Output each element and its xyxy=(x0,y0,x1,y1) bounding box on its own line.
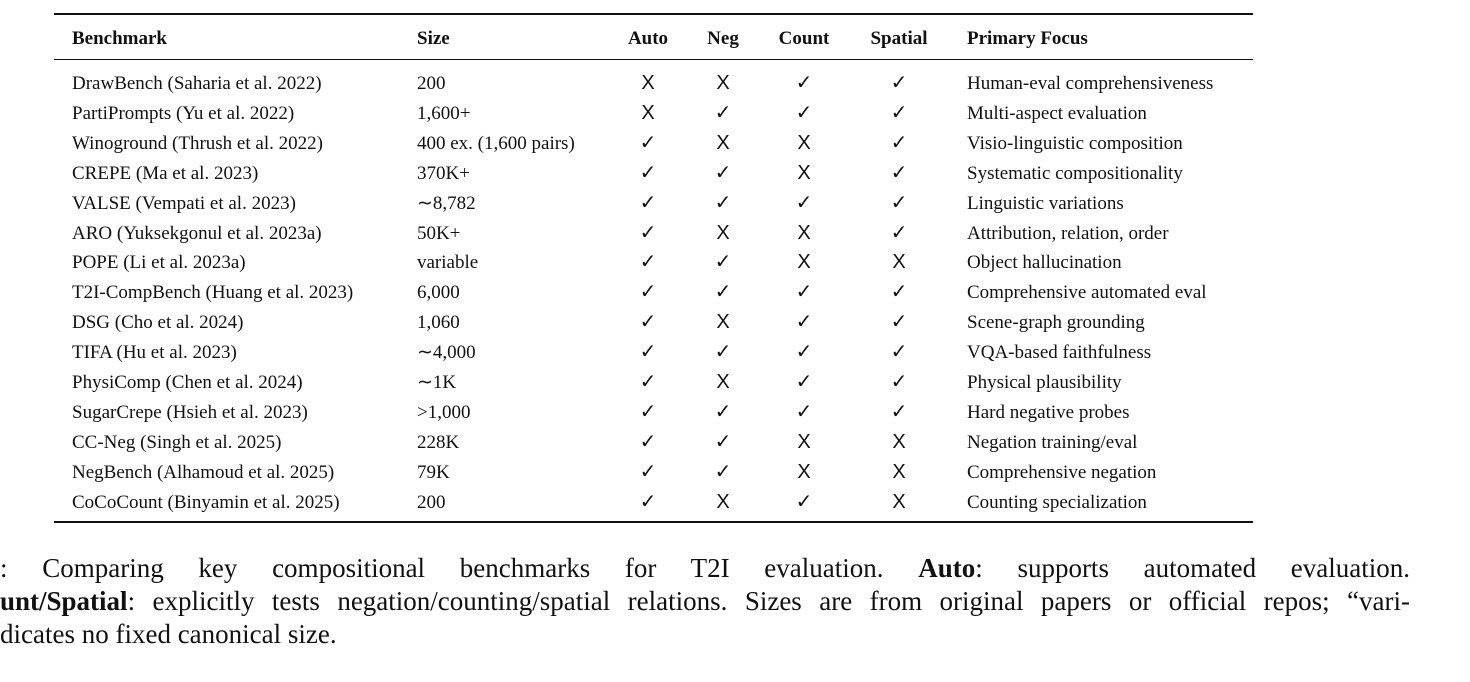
check-icon: ✓ xyxy=(795,341,813,364)
cross-icon: X xyxy=(716,371,730,393)
primary-focus: Physical plausibility xyxy=(967,372,1122,393)
primary-focus: Systematic compositionality xyxy=(967,162,1183,184)
check-icon: ✓ xyxy=(890,131,908,154)
check-icon: ✓ xyxy=(639,460,657,483)
primary-focus: Visio-linguistic composition xyxy=(967,132,1183,154)
benchmark-size: ∼1K xyxy=(417,372,457,393)
benchmark-size: ∼4,000 xyxy=(417,342,476,364)
benchmark-size: variable xyxy=(417,252,479,274)
benchmark-name: NegBench (Alhamoud et al. 2025) xyxy=(72,461,335,483)
column-header: Size xyxy=(417,28,450,49)
caption-text: : supports automated evaluation. xyxy=(975,553,1411,583)
benchmark-name: SugarCrepe (Hsieh et al. 2023) xyxy=(72,401,308,423)
check-icon: ✓ xyxy=(639,221,657,244)
check-icon: ✓ xyxy=(639,371,657,393)
check-icon: ✓ xyxy=(890,72,908,94)
check-icon: ✓ xyxy=(714,101,732,124)
check-icon: ✓ xyxy=(714,400,732,423)
benchmark-name: CC-Neg (Singh et al. 2025) xyxy=(72,431,282,453)
cross-icon: X xyxy=(716,131,730,154)
primary-focus: Hard negative probes xyxy=(967,401,1130,423)
benchmark-name: PhysiComp (Chen et al. 2024) xyxy=(72,372,303,393)
benchmark-name: CoCoCount (Binyamin et al. 2025) xyxy=(72,491,340,513)
benchmark-size: 400 ex. (1,600 pairs) xyxy=(417,132,575,154)
check-icon: ✓ xyxy=(639,191,657,214)
caption-line-2 xyxy=(0,588,1410,615)
cross-icon: X xyxy=(716,72,730,94)
check-icon: ✓ xyxy=(639,281,657,304)
primary-focus: Human-eval comprehensiveness xyxy=(967,73,1214,94)
cross-icon: X xyxy=(716,490,730,513)
column-header: Primary Focus xyxy=(967,28,1088,49)
benchmark-name: T2I-CompBench (Huang et al. 2023) xyxy=(72,282,354,304)
check-icon: ✓ xyxy=(639,400,657,423)
cross-icon: X xyxy=(892,251,906,274)
cross-icon: X xyxy=(892,460,906,483)
check-icon: ✓ xyxy=(795,490,813,513)
check-icon: ✓ xyxy=(890,371,908,393)
check-icon: ✓ xyxy=(714,251,732,274)
check-icon: ✓ xyxy=(714,430,732,453)
caption-line-3 xyxy=(0,621,1410,648)
caption-text: dicates no fixed canonical size. xyxy=(0,619,337,649)
benchmark-size: 1,060 xyxy=(417,312,460,334)
cross-icon: X xyxy=(641,72,655,94)
cross-icon: X xyxy=(797,251,811,274)
check-icon: ✓ xyxy=(890,101,908,124)
benchmark-name: CREPE (Ma et al. 2023) xyxy=(72,162,259,184)
primary-focus: Scene-graph grounding xyxy=(967,312,1145,334)
caption-bold: Auto xyxy=(918,553,976,583)
top-rule xyxy=(54,13,1253,15)
check-icon: ✓ xyxy=(795,371,813,393)
cross-icon: X xyxy=(716,221,730,244)
benchmark-size: 228K xyxy=(417,431,460,453)
cross-icon: X xyxy=(797,430,811,453)
benchmark-name: DSG (Cho et al. 2024) xyxy=(72,312,244,334)
cross-icon: X xyxy=(797,131,811,154)
check-icon: ✓ xyxy=(639,311,657,334)
benchmark-size: ∼8,782 xyxy=(417,192,476,214)
benchmark-size: 200 xyxy=(417,491,446,513)
check-icon: ✓ xyxy=(795,281,813,304)
check-icon: ✓ xyxy=(639,430,657,453)
benchmark-name: POPE (Li et al. 2023a) xyxy=(72,252,246,274)
benchmark-name: Winoground (Thrush et al. 2022) xyxy=(72,132,323,154)
benchmark-size: 79K xyxy=(417,461,450,483)
caption-text: : explicitly tests negation/counting/spatial relations. Sizes are from original papers or official repos; “vari- xyxy=(127,586,1410,616)
benchmark-size: 370K+ xyxy=(417,162,470,184)
cross-icon: X xyxy=(641,101,655,124)
benchmark-name: TIFA (Hu et al. 2023) xyxy=(72,342,237,364)
cross-icon: X xyxy=(716,311,730,334)
check-icon: ✓ xyxy=(639,131,657,154)
benchmark-name: DrawBench (Saharia et al. 2022) xyxy=(72,73,322,94)
check-icon: ✓ xyxy=(890,161,908,184)
caption-text: : Comparing key compositional benchmarks for T2I evaluation. xyxy=(0,553,884,583)
cross-icon: X xyxy=(797,460,811,483)
caption-bold: unt/Spatial xyxy=(0,586,128,616)
benchmark-size: 1,600+ xyxy=(417,102,471,124)
check-icon: ✓ xyxy=(639,161,657,184)
check-icon: ✓ xyxy=(639,341,657,364)
check-icon: ✓ xyxy=(890,191,908,214)
primary-focus: VQA-based faithfulness xyxy=(967,342,1152,364)
check-icon: ✓ xyxy=(890,341,908,364)
primary-focus: Multi-aspect evaluation xyxy=(967,102,1147,124)
benchmark-size: 200 xyxy=(417,73,446,94)
column-header: Spatial xyxy=(870,28,928,49)
header-rule xyxy=(54,59,1253,60)
benchmark-size: 50K+ xyxy=(417,222,461,244)
benchmark-name: VALSE (Vempati et al. 2023) xyxy=(72,192,296,214)
primary-focus: Counting specialization xyxy=(967,491,1147,513)
cross-icon: X xyxy=(797,161,811,184)
check-icon: ✓ xyxy=(795,191,813,214)
column-header: Benchmark xyxy=(72,28,167,49)
benchmark-name: PartiPrompts (Yu et al. 2022) xyxy=(72,102,295,124)
check-icon: ✓ xyxy=(714,281,732,304)
check-icon: ✓ xyxy=(714,341,732,364)
primary-focus: Attribution, relation, order xyxy=(967,222,1169,244)
cross-icon: X xyxy=(892,490,906,513)
primary-focus: Object hallucination xyxy=(967,252,1122,274)
check-icon: ✓ xyxy=(639,490,657,513)
benchmark-size: >1,000 xyxy=(417,401,471,423)
check-icon: ✓ xyxy=(639,251,657,274)
column-header: Auto xyxy=(627,28,669,49)
bottom-rule xyxy=(54,521,1253,523)
check-icon: ✓ xyxy=(890,400,908,423)
benchmark-name: ARO (Yuksekgonul et al. 2023a) xyxy=(72,222,322,244)
cross-icon: X xyxy=(892,430,906,453)
check-icon: ✓ xyxy=(795,311,813,334)
check-icon: ✓ xyxy=(795,101,813,124)
benchmark-size: 6,000 xyxy=(417,282,460,304)
check-icon: ✓ xyxy=(795,400,813,423)
check-icon: ✓ xyxy=(890,281,908,304)
primary-focus: Comprehensive automated eval xyxy=(967,282,1207,304)
check-icon: ✓ xyxy=(714,191,732,214)
check-icon: ✓ xyxy=(714,161,732,184)
primary-focus: Comprehensive negation xyxy=(967,461,1157,483)
check-icon: ✓ xyxy=(890,221,908,244)
caption-line-1 xyxy=(0,555,1410,582)
column-header: Neg xyxy=(707,28,739,49)
primary-focus: Linguistic variations xyxy=(967,192,1124,214)
check-icon: ✓ xyxy=(795,72,813,94)
check-icon: ✓ xyxy=(890,311,908,334)
primary-focus: Negation training/eval xyxy=(967,431,1138,453)
check-icon: ✓ xyxy=(714,460,732,483)
column-header: Count xyxy=(778,28,830,49)
cross-icon: X xyxy=(797,221,811,244)
